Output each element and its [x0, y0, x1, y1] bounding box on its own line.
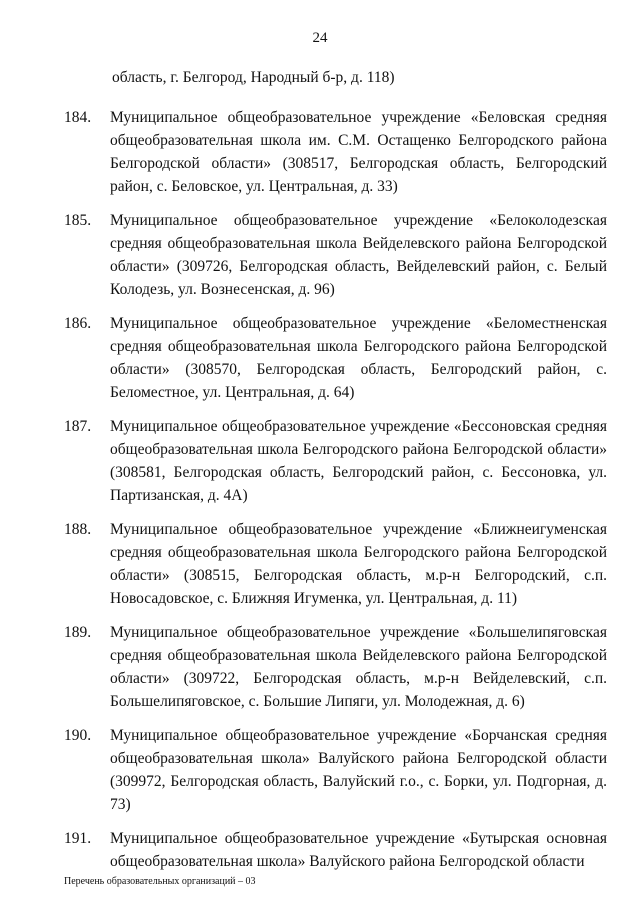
- entry-number: 185.: [64, 212, 92, 229]
- list-item: [0, 621, 640, 724]
- list-item: [0, 209, 640, 312]
- list-item: [0, 312, 640, 415]
- entry-number: 191.: [64, 830, 92, 847]
- entry-text: Муниципальное общеобразовательное учреждение «Ближнеигуменская средняя общеобразовательная школа Белгородского района Белгородской области» (308515, Белгородская область, м.р-н Белгородский, с.п. Новосадовское, с. Ближняя Игуменка, ул. Центральная, д. 11): [110, 521, 607, 607]
- entry-text: Муниципальное общеобразовательное учреждение «Большелипяговская средняя общеобразовательная школа Вейделевского района Белгородской области» (309722, Белгородская область, м.р-н Вейделевский, с.п. Большелипяговское, с. Большие Липяги, ул. Молодежная, д. 6): [110, 624, 607, 710]
- entry-text: Муниципальное общеобразовательное учреждение «Бессоновская средняя общеобразовательная школа Белгородского района Белгородской области» (308581, Белгородская область, Белгородский район, с. Бессоновка, ул. Партизанская, д. 4А): [110, 418, 607, 504]
- list-item: [0, 518, 640, 621]
- entry-text: Муниципальное общеобразовательное учреждение «Белоколодезская средняя общеобразовательная школа Вейделевского района Белгородской области» (309726, Белгородская область, Вейделевский район, с. Белый Колодезь, ул. Вознесенская, д. 96): [110, 212, 607, 298]
- entry-text: Муниципальное общеобразовательное учреждение «Беловская средняя общеобразовательная школа им. С.М. Остащенко Белгородского района Белгородской области» (308517, Белгородская область, Белгородский район, с. Беловское, ул. Центральная, д. 33): [110, 109, 607, 195]
- page-number: 24: [312, 30, 328, 46]
- entry-number: 186.: [64, 315, 92, 332]
- entry-number: 188.: [64, 521, 92, 538]
- entry-list: [0, 106, 640, 920]
- list-item: [0, 415, 640, 518]
- entry-text: Муниципальное общеобразовательное учреждение «Борчанская средняя общеобразовательная школа» Валуйского района Белгородской области (309972, Белгородская область, Валуйский г.о., с. Борки, ул. Подгорная, д. 73): [110, 727, 607, 813]
- entry-text: Муниципальное общеобразовательное учреждение «Бутырская основная общеобразовательная школа» Валуйского района Белгородской области: [110, 830, 607, 870]
- continuation-text: область, г. Белгород, Народный б-р, д. 118): [112, 69, 395, 86]
- page-footer: Перечень образовательных организаций – 03: [64, 876, 256, 887]
- entry-text: Муниципальное общеобразовательное учреждение «Беломестненская средняя общеобразовательная школа Белгородского района Белгородской области» (308570, Белгородская область, Белгородский район, с. Беломестное, ул. Центральная, д. 64): [110, 315, 607, 401]
- entry-number: 187.: [64, 418, 92, 435]
- entry-number: 190.: [64, 727, 92, 744]
- list-item: [0, 106, 640, 209]
- entry-number: 189.: [64, 624, 92, 641]
- entry-number: 184.: [64, 109, 92, 126]
- list-item: [0, 827, 640, 920]
- list-item: [0, 724, 640, 827]
